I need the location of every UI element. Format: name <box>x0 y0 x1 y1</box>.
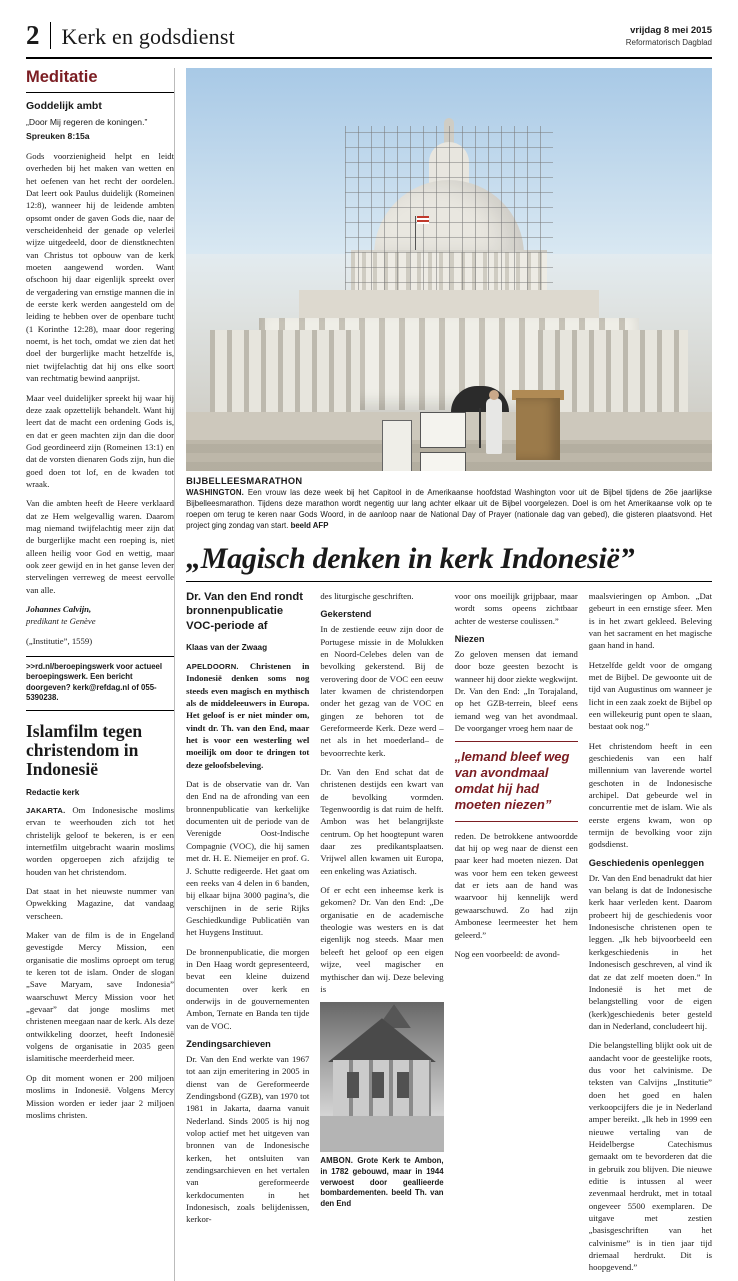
article-paragraph: De bronnenpublicatie, die morgen in Den Haag wordt gepresenteerd, bevat een kleine duizend documenten over kerk en onderwijs in de gouvernementen Ambon, Ternate en Banda ten tijde van de VOC. <box>186 946 309 1032</box>
islamfilm-first-paragraph <box>26 804 174 879</box>
article-body-1b <box>186 1053 309 1226</box>
article-paragraph: Het christendom heeft in een geschiedenis van een half millennium van laverende wortel geschoten in de Indonesische archipel. Dat gebeurde wel in concurrentie met de islam. Wie als eerste ergens kwam, won op termijn de bevolking voor zijn godsdienst. <box>589 740 712 851</box>
islamfilm-headline: Islamfilm tegen christendom in Indonesië <box>26 722 174 780</box>
right-column <box>174 68 712 1280</box>
meditation-paragraph: Van die ambten heeft de Heere verklaard dat ze Hem welgevallig waren. Daarom mag niemand twijfelachtig meer zijn dat de burgerlijke macht een roeping is, niet alleen heilig voor God en wettig, maar ook zeer gewijd en in het ganse leven der stervelingen verreweg de meest eervolle van alle. <box>26 497 174 596</box>
church-window <box>372 1072 384 1098</box>
left-wing <box>210 330 360 412</box>
bottom-photo-credit: beeld Th. van den End <box>320 1188 443 1208</box>
islamfilm-lead: Om Indonesische moslims ervan te weerhouden zich tot het christelijk geloof te bekeren, is er een internetfilm uitgebracht waarin moslims worden opgeroepen zich afzijdig te houden van het christendom. <box>26 805 174 877</box>
banner <box>382 420 412 471</box>
bottom-photo-caption <box>320 1156 443 1210</box>
article-body-3-intro <box>455 590 578 627</box>
article-body-3 <box>455 648 578 734</box>
meditation-signature <box>26 603 174 628</box>
article-body-3b <box>455 830 578 960</box>
meditation-title: Goddelijk ambt <box>26 100 174 112</box>
article-column-4 <box>589 590 712 1281</box>
umbrella-pole <box>479 408 481 448</box>
article-paragraph: In de zestiende eeuw zijn door de Portugese missie in de Molukken en Noord-Celebes delen van de bevolking gekerstend. Bij de verovering door de VOC een eeuw later kwamen de christendorpen onder het gezag van de VOC en gingen ze behoren tot de Gereformeerde Kerk. Deze werd –net als in het moederland– de bevoorrechte kerk. <box>320 623 443 759</box>
article-paragraph: Dr. Van den End benadrukt dat hier van belang is dat de Indonesische kerk haar verleden kent. Daarom probeert hij de geschiedenis voor Indonesische christenen open te leggen. „Ik heb bijvoorbeeld een kerkgeschiedenis in het Indonesisch geschreven, al vind ik dat ze dat zelf moeten doen.” In Indonesië is het met de belangstelling voor de eigen (kerk)geschiedenis beter gesteld dan in Nederland, concludeert hij. <box>589 872 712 1032</box>
islamfilm-paragraph: Dat staat in het nieuwste nummer van Opwekking Magazine, dat vandaag verscheen. <box>26 885 174 922</box>
article-paragraph: Dr. Van den End werkte van 1967 tot aan zijn emeritering in 2005 in dienst van de Gereformeerde Zendingsbond (GZB), van 1970 tot 1981 in Jakarta, daarna vanuit Nederland. Sinds 2005 is hij nog volop actief met het uitgeven van bronnen van de Indonesische kerken, het ontsluiten van zendingsarchieven en het vertalen van gereformeerde kerkdocumenten in het Indonesisch, zoals belijdenissen, kerkor- <box>186 1053 309 1226</box>
notice-sign-secondary <box>420 452 466 471</box>
article-standfirst: Dr. Van den End rondt bronnenpublicatie VOC-periode af <box>186 590 309 634</box>
subhead-niezen: Niezen <box>455 634 578 644</box>
subhead-zendingsarchieven: Zendingsarchieven <box>186 1039 309 1049</box>
photo-caption <box>186 488 712 531</box>
scaffolding <box>345 126 553 298</box>
article-body-1 <box>186 660 309 1032</box>
notice-sign <box>420 412 466 448</box>
issue-date: vrijdag 8 mei 2015 <box>626 25 712 38</box>
subhead-gekerstend: Gekerstend <box>320 609 443 619</box>
church-foreground <box>320 1116 443 1152</box>
pediment <box>299 290 599 320</box>
meditation-reference: Spreuken 8:15a <box>26 131 174 141</box>
masthead-rule <box>26 57 712 59</box>
article-columns <box>186 590 712 1281</box>
section-title: Kerk en godsdienst <box>51 26 235 48</box>
article-column-2 <box>320 590 443 1281</box>
article-lead-paragraph <box>186 660 309 772</box>
ambon-church-photo <box>320 1002 443 1152</box>
photo-caption-text: Een vrouw las deze week bij het Capitool in de Amerikaanse hoofdstad Washington voor uit de Bijbel tijdens de 26e jaarlijkse Bijbelleesmarathon. Tijdens deze marathon wordt negentig uur lang achter elkaar uit de Bijbel voorgelezen. Doel is om het Amerikaanse volk op te roepen om terug te keren naar Gods Woord, in de aanloop naar de National Day of Prayer (nationale dag van gebed), die gisteren plaatsvond. Het project ging zondag van start. <box>186 488 712 529</box>
church-window <box>397 1072 409 1098</box>
meditatie-kicker: Meditatie <box>26 68 174 87</box>
islamfilm-body <box>26 804 174 1122</box>
main-headline: „Magisch denken in kerk Indonesië” <box>186 543 712 575</box>
article-dateline: APELDOORN. <box>186 662 239 671</box>
article-paragraph: reden. De betrokkene antwoordde dat hij op weg naar de dienst een paar keer had moeten niezen. Dat was voor hem een teken geweest dat er iets aan de hand was waarvoor hij kennelijk werd gewaarschuwd. Zo had zijn Ambonese leermeester het hem geleerd.” <box>455 830 578 941</box>
article-body-4 <box>589 590 712 851</box>
islamfilm-paragraph: Op dit moment wonen er 200 miljoen moslims in Indonesië. Volgens Mercy Mission worden er ieder jaar 2 miljoen moslims christen. <box>26 1072 174 1121</box>
reader-person <box>486 398 502 454</box>
article-body-2 <box>320 623 443 995</box>
paper-name: Reformatorisch Dagblad <box>626 38 712 49</box>
article-paragraph: Zo geloven mensen dat iemand door boze geesten bezocht is wanneer hij door ziekte wegkwijnt. Dr. Van den End: „In Torajaland, op het GZB-terrein, bleef eens iemand weg van het avondmaal. De voorganger vroeg hem naar de <box>455 648 578 734</box>
meditation-paragraph: Gods voorzienigheid helpt en leidt overheden bij het maken van wetten en het oefenen van het recht der oordelen. Dat leert ook Paulus duidelijk (Romeinen 12:8), wanneer hij de leidende ambten opsomt onder de gaven Gods die, naar de verscheidenheid der genade op velerlei wijze uitgedeeld, door de dienstknechten van Christus tot opbouw van de kerk moeten aangewend worden. Want ofschoon hij daar eigenlijk spreekt over de vergadering van ernstige mannen die in de eerste kerk werden aangesteld om de leiding te hebben over de openbare tucht (1 Korinthe 12:28), maar door regering noemt, is het toch, omdat we zien dat het doel der burgerlijke macht hetzelfde is, niet twijfelachtig dat hij ons elke soort van rechtmatig bewind aanprijst. <box>26 150 174 385</box>
article-paragraph: Hetzelfde geldt voor de omgang met de Bijbel. De gewoonte uit de tijd van Augustinus om wanneer je licht in een zaak zoekt de Bijbel op een willekeurig punt open te slaan, bestaat ook nog.” <box>589 659 712 733</box>
pull-quote: „Iemand bleef weg van avondmaal omdat hij had moeten niezen” <box>455 741 578 821</box>
article-column-3 <box>455 590 578 1281</box>
flag-icon <box>417 216 429 224</box>
lectern <box>516 398 560 460</box>
article-paragraph: Of er echt een inheemse kerk is gekomen? Dr. Van den End: „De organisatie en de academische theologie was westers en is dat eigenlijk nog steeds. Maar men beleeft het geloof op een eigen wijze, veel magischer en mythischer dan wij. Deze beleving is <box>320 884 443 995</box>
left-column <box>26 68 174 1280</box>
top-photo-block <box>186 68 712 531</box>
promo-box[interactable]: >>rd.nl/beroepingswerk voor actueel beroepingswerk. Een bericht doorgeven? kerk@refdag.nl of 055-5390238. <box>26 656 174 711</box>
islamfilm-byline: Redactie kerk <box>26 788 174 797</box>
masthead <box>26 0 712 55</box>
article-paragraph: Dat is de observatie van dr. Van den End na de afronding van een bronnenpublicatie van kerkelijke documenten uit de periode van de Verenigde Oost-Indische Compagnie (VOC), die hij samen met dr. H. E. Niemeijer en prof. G. J. Schutte redigeerde. Het gaat om een reeks van 4 delen in 6 banden, bij elkaar bijna 3000 pagina’s, die verschijnen in de serie Rijks Geschiedkundige Publicatiën van het Huygens Instituut. <box>186 778 309 938</box>
church-window <box>347 1072 359 1098</box>
flagpole <box>415 216 416 250</box>
meditation-paragraph: Maar veel duidelijker spreekt hij waar hij deze zaak opzettelijk behandelt. Want hij leert dat de macht een ordening Gods is, en dat er geen machten zijn dan die door God geordineerd zijn (Romeinen 13:1) en dat de vorsten dienaren Gods zijn, hun die goed doen tot lof, en de kwaden tot wraak. <box>26 392 174 491</box>
capitol-photo <box>186 68 712 471</box>
article-paragraph: Dr. Van den End schat dat de christenen destijds een kwart van de bevolking vormden. Tegenwoordig is dat ruim de helft. Ambon was het belangrijkste centrum. Op het hoogtepunt waren daar zes predikantsplaatsen. Vrijwel allen kwamen uit Europa, een enkeling was Aziatisch. <box>320 766 443 877</box>
article-paragraph: maalsvieringen op Ambon. „Dat gebeurt in een ernstige sfeer. Men is in het zwart gekleed. Beleving van het sacrament en het magische gaan hand in hand. <box>589 590 712 652</box>
signature-role: predikant te Genève <box>26 616 96 626</box>
meditatie-rule <box>26 92 174 93</box>
headline-rule <box>186 581 712 582</box>
page-content <box>26 68 712 1280</box>
meditation-body <box>26 150 174 596</box>
article-body-2-intro <box>320 590 443 602</box>
article-body-4b <box>589 872 712 1274</box>
masthead-right <box>626 25 712 49</box>
article-paragraph: voor ons moeilijk grijpbaar, maar wordt soms opeens zichtbaar achter de westerse coulissen.” <box>455 590 578 627</box>
signature-name: Johannes Calvijn, <box>26 604 91 614</box>
subhead-geschiedenis-openleggen: Geschiedenis openleggen <box>589 858 712 868</box>
page-number: 2 <box>26 22 40 49</box>
article-column-1 <box>186 590 309 1281</box>
photo-caption-label: BIJBELLEESMARATHON <box>186 476 712 486</box>
islamfilm-paragraph: Maker van de film is de in Engeland gevestigde Mercy Mission, een organisatie die moslims oproept om terug te keren tot de islam. Onder de slogan „Save Maryam, save Indonesia” waarschuwt Mercy Mission voor het „gevaar” dat jonge moslims met christenen meegaan naar de kerk. Als deze ontwikkeling doorzet, heeft Indonesië volgens de organisatie in 2035 geen islamitische meerderheid meer. <box>26 929 174 1065</box>
article-lead-text: Christenen in Indonesië denken soms nog steeds even magisch en mythisch als de middeleeuwers in Europa. Het geloof is er niet minder om, vindt dr. Th. van den End, maar het is voor een westerling wel moeilijk om door te dringen tot deze geloofsbeleving. <box>186 661 309 770</box>
article-paragraph: des liturgische geschriften. <box>320 590 443 602</box>
article-author: Klaas van der Zwaag <box>186 643 309 652</box>
photo-credit: beeld AFP <box>291 521 329 530</box>
article-paragraph: Nog een voorbeeld: de avond- <box>455 948 578 960</box>
article-paragraph: Die belangstelling blijkt ook uit de aandacht voor de geestelijke roots, dus voor het calvinisme. De teksten van Calvijns „Institutie” doen het goed en halen verkoopcijfers die je in Nederland amper bereikt. „Ik heb in 1999 een nieuwe vertaling van de Heidelbergse Catechismus gemaakt om te bevorderen dat die in gebruik zou blijven. Die nieuwe editie is intussen al weer zevenmaal herdrukt, met in totaal ongeveer 5500 exemplaren. De uitgave met zestien „basisgeschriften van het calvinisme” is in tien jaar tijd driemaal herdrukt. Dit is hoopgevend.” <box>589 1039 712 1274</box>
bottom-photo-dateline: AMBON. <box>320 1156 353 1165</box>
masthead-left <box>26 22 235 49</box>
church-roof <box>328 1018 436 1062</box>
islamfilm-dateline: JAKARTA. <box>26 806 65 815</box>
meditation-quote: „Door Mij regeren de koningen.” <box>26 117 174 129</box>
photo-caption-dateline: WASHINGTON. <box>186 488 244 497</box>
meditation-source: („Institutie”, 1559) <box>26 636 174 646</box>
bottom-photo-caption-text: Grote Kerk te Ambon, in 1782 gebouwd, maar in 1944 verwoest door geallieerde bombardementen. <box>320 1156 443 1197</box>
